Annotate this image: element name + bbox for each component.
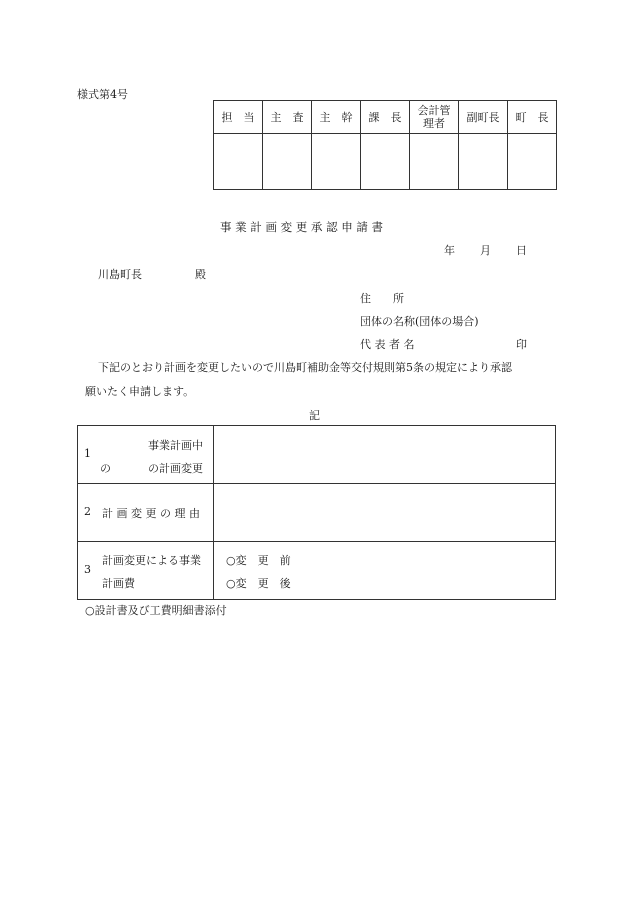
stamp-box[interactable] bbox=[214, 134, 263, 190]
item-number: 3 bbox=[84, 563, 91, 576]
item-label-line: の計画変更 bbox=[148, 462, 203, 475]
item-2-value[interactable] bbox=[214, 484, 556, 542]
approval-stamp-table bbox=[213, 100, 557, 190]
addressee-honorific: 殿 bbox=[195, 268, 206, 281]
approval-header-shusa: 主 査 bbox=[263, 101, 312, 134]
applicant-org-name-label: 団体の名称(団体の場合) bbox=[360, 315, 479, 328]
approval-header-tanto: 担 当 bbox=[214, 101, 263, 134]
item-label-line: 計画費 bbox=[102, 577, 135, 590]
approval-header-chocho: 町 長 bbox=[508, 101, 557, 134]
table-row bbox=[78, 426, 556, 484]
date-day: 日 bbox=[516, 244, 527, 257]
item-number: 2 bbox=[84, 505, 91, 518]
applicant-address-label: 住 所 bbox=[360, 292, 404, 305]
note-heading: 記 bbox=[309, 409, 320, 422]
item-3-label bbox=[78, 542, 214, 600]
cost-after-label: ○変 更 後 bbox=[226, 577, 291, 590]
applicant-representative-label: 代 表 者 名 bbox=[360, 338, 415, 351]
date-month: 月 bbox=[480, 244, 491, 257]
table-row bbox=[78, 484, 556, 542]
item-number: 1 bbox=[84, 447, 91, 460]
cost-before-label: ○変 更 前 bbox=[226, 554, 291, 567]
stamp-box[interactable] bbox=[263, 134, 312, 190]
addressee-name: 川島町長 bbox=[98, 268, 142, 281]
seal-mark: 印 bbox=[516, 338, 527, 351]
item-1-label bbox=[78, 426, 214, 484]
stamp-box[interactable] bbox=[312, 134, 361, 190]
approval-header-shukan: 主 幹 bbox=[312, 101, 361, 134]
attachment-note: ○設計書及び工費明細書添付 bbox=[85, 604, 227, 617]
stamp-box[interactable] bbox=[361, 134, 410, 190]
item-label-line: 計画変更による事業 bbox=[102, 554, 201, 567]
item-label-line: の bbox=[100, 462, 111, 475]
stamp-box[interactable] bbox=[459, 134, 508, 190]
approval-header-kacho: 課 長 bbox=[361, 101, 410, 134]
item-2-label bbox=[78, 484, 214, 542]
body-text-line2: 願いたく申請します。 bbox=[85, 385, 195, 398]
item-3-value[interactable] bbox=[214, 542, 556, 600]
form-number: 様式第4号 bbox=[77, 88, 128, 101]
item-1-value[interactable] bbox=[214, 426, 556, 484]
approval-header-fukucho: 副町長 bbox=[459, 101, 508, 134]
item-label-line: 事業計画中 bbox=[148, 439, 203, 452]
stamp-box[interactable] bbox=[508, 134, 557, 190]
body-text-line1: 下記のとおり計画を変更したいので川島町補助金等交付規則第5条の規定により承認 bbox=[98, 361, 512, 374]
item-label-line: 計 画 変 更 の 理 由 bbox=[102, 507, 200, 520]
stamp-box[interactable] bbox=[410, 134, 459, 190]
items-table bbox=[77, 425, 556, 600]
table-row bbox=[78, 542, 556, 600]
document-title: 事 業 計 画 変 更 承 認 申 請 書 bbox=[220, 220, 384, 234]
date-year: 年 bbox=[444, 244, 455, 257]
approval-header-kaikei: 会計管理者 bbox=[410, 101, 459, 134]
